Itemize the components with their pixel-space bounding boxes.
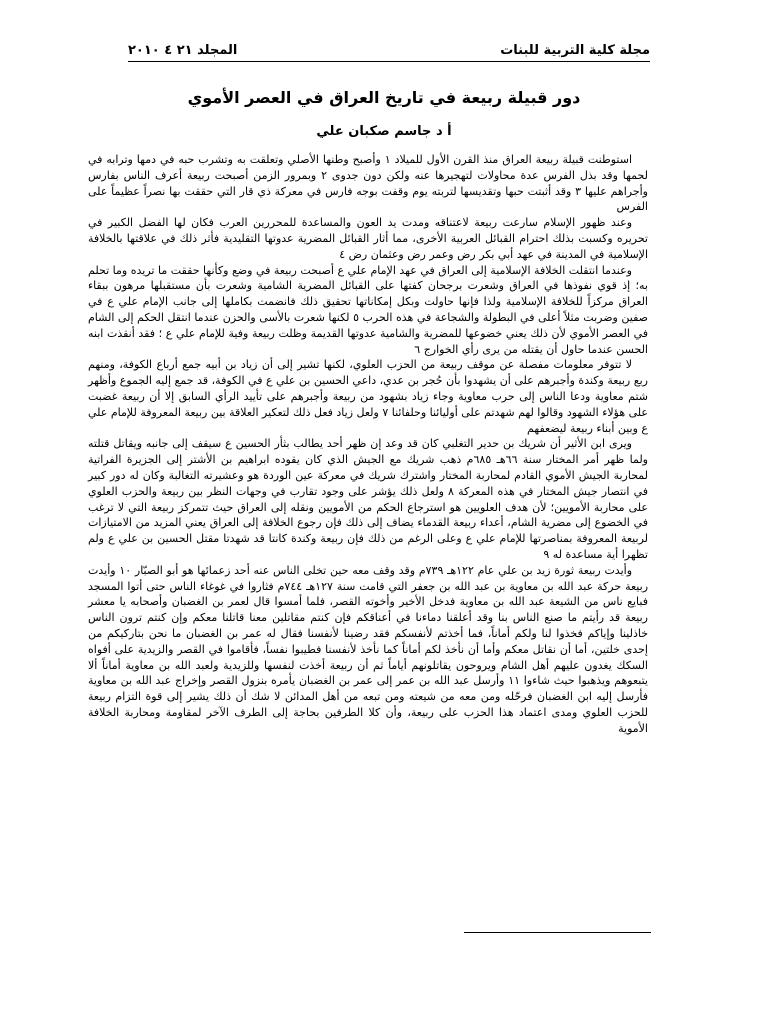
paragraph: ويرى ابن الأثير أن شريك بن حدير التغلبي كان قد وعد إن ظهر أحد يطالب بثأر الحسين ع سيقف إلى جانبه ويقاتل قتلته ولما ظهر أمر المختار سنة ٦٦هـ ٦٨٥م ذهب شريك مع الجيش الذي كان يقوده ابراهيم بن الأشتر إلى الجزيرة الفراتية لمحاربة الجيش الأموي القادم لمحاربة المختار واشترك شريك في معركة عين الوردة هو وعشيرته التغالبة وكان له دور كبير في انتصار جيش المختار في هذه المعركة ٨ ولعل ذلك يؤشر على وجود تقارب في وجهات النظر بين ربيعة والحزب العلوي على محاربة الأمويين؛ لأن هدف العلويين هو استرجاع الحكم من الأمويين ونقله إلى العراق حيث تتمركز ربيعة التي لا ترغب في الخضوع إلى مضرية الشام، أعداء ربيعة القدماء يضاف إلى ذلك فإن رجوع الخلافة إلى العراق يعني المزيد من الامتيازات لربيعة المعروفة بمناصرتها للإمام علي ع وعلى الرغم من ذلك فإن ربيعة وكندة كانتا قد شهدتا مقتل الحسين بن علي ع ولم تظهرا أية مساعدة له ٩ bbox=[88, 437, 649, 561]
paragraph: استوطنت قبيلة ربيعة العراق منذ القرن الأول للميلاد ١ وأصبح وطنها الأصلي وتعلقت به وتشرب حبه في دمها وترابه في لحمها وقد بذل الفرس عدة محاولات لتهجيرها عنه ولكن دون جدوى ٢ وبمرور الزمن أصبحت ربيعة أعرف الناس بفارس وأجراهم عليها ٣ وقد أثبتت حبها وتقديسها لتربته يوم وقفت بوجه فارس في معركة ذي قار التي حققت بها نصراً عظيماً على الفرس bbox=[88, 153, 648, 214]
paragraph: وعند ظهور الإسلام سارعت ربيعة لاعتناقه ومدت يد العون والمساعدة للمحررين العرب فكان لها الفضل الكبير في تحريره وكسبت بذلك احترام القبائل العربية الأخرى، مما أثار القبائل المضرية عدوتها التقليدية فأثر ذلك في علاقتها بالخلافة الإسلامية في المدينة في عهد أبي بكر رض وعمر رض وعثمان رض ٤ bbox=[88, 216, 648, 261]
journal-name: مجلة كلية التربية للبنات bbox=[500, 43, 650, 58]
paragraph: وأيدت ربيعة ثورة زيد بن علي عام ١٢٢هـ ٧٣٩م وقد وقف معه حين تخلى الناس عنه أحد زعمائها هو أبو الصبّار ١٠ وأيدت ربيعة حركة عبد الله بن معاوية بن عبد الله بن جعفر التي قامت سنة ١٢٧هـ ٧٤٤م فثاروا في غوغاء الناس حتى أتوا المسجد فبايع ناس من الشيعة عبد الله بن معاوية فدخل الأخير وأخوته القصر، فلما أمسوا قال لعمر بن الغضبان وأصحابه يا معشر ربيعة قد رأيتم ما صنع الناس بنا وقد أعلقنا دماءنا في أعناقكم فإن كنتم مقاتلين معنا قاتلنا معكم وإن كنتم ترون الناس خاذلينا وإياكم فخذوا لنا ولكم أماناً، فما أخذتم لأنفسكم فقد رضينا لأنفسنا فقال له عمر بن الغضبان ما نحن بتاركيكم من إحدى خلتين، أما أن نقاتل معكم وأما أن نأخذ لكم أماناً كما نأخذ لأنفسنا فطيبوا نفساً، فأقاموا في القصر والزيدية على أفواه السكك يغدون عليهم أهل الشام ويروحون يقاتلونهم أياماً ثم أن ربيعة أخذت لنفسها وللزيدية ولعبد الله بن معاوية أماناً ألا يتبعوهم ويذهبوا حيث شاءوا ١١ وأرسل عبد الله بن عمر إلى عمر بن الغضبان يأمره بنزول القصر وإخراج عبد الله بن معاوية فأرسل إليه ابن الغضبان فرحّله ومن معه من شيعته ومن تبعه من أهل المدائن لا شك أن ذلك يشير إلى قوة التزام ربيعة للحزب العلوي ومدى اعتماد هذا الحزب على ربيعة، وأن كلا الطرفين بحاجة إلى الطرف الآخر لمقاومة ومحاربة الخلافة الأموية bbox=[88, 563, 649, 735]
paragraph: لا تتوفر معلومات مفصلة عن موقف ربيعة من الحزب العلوي، لكنها تشير إلى أن زياد بن أبيه جمع أرباع الكوفة، ومنهم ربع ربيعة وكندة وأجبرهم على أن يشهدوا بأن حُجر بن عدي، داعي الحسين بن علي ع في الكوفة، قد جمع إليه الجموع وأظهر شتم معاوية ودعا الناس إلى حرب معاوية وجاء زياد بشهود من ربيعة وأجبرهم على تأييد الرأي السابق إلا أن ربيعة غضبت على هؤلاء الشهود وقالوا لهم شهدتم على أوليائنا وحلفائنا ٧ ولعل زياد فعل ذلك لتعكير العلاقة بين ربيعة المعروفة للإمام علي ع وبين أبناء ربيعة ليضعفهم bbox=[88, 358, 648, 435]
volume-info: المجلد ٢١ ٤ ٢٠١٠ bbox=[128, 43, 238, 58]
paragraph: وعندما انتقلت الخلافة الإسلامية إلى العراق في عهد الإمام علي ع أصبحت ربيعة في وضع وكأنها حققت ما تريده وما تحلم به؛ إذ قوي نفوذها في العراق وشعرت برجحان كفتها على القبائل المضرية الشامية وشعرت بأن مستقبلها مرهون ببقاء العراق مركزاً للخلافة الإسلامية ولذا فإنها حاولت وبكل إمكاناتها تحقيق ذلك فانضمت بكاملها إلى جانب الإمام علي ع في صفين وضربت مثلاً أعلى في البطولة والشجاعة في هذه الحرب ٥ لكنها شعرت بالأسى والحزن عندما انتقل الحكم إلى الشام في العصر الأموي لأن ذلك يعني خضوعها للمضرية والشامية عدوتها القديمة وظلت ربيعة وفية للإمام علي ع ؛ فقد أنقذت ابنه الحسن عندما حاول أن يقتله من يرى رأي الخوارج ٦ bbox=[88, 263, 648, 356]
running-header bbox=[128, 43, 650, 62]
article-title: دور قبيلة ربيعة في تاريخ العراق في العصر الأموي bbox=[187, 88, 581, 107]
footnote-separator bbox=[464, 932, 651, 933]
article-body bbox=[88, 152, 648, 736]
article-author: أ د جاسم صكبان علي bbox=[316, 124, 452, 139]
